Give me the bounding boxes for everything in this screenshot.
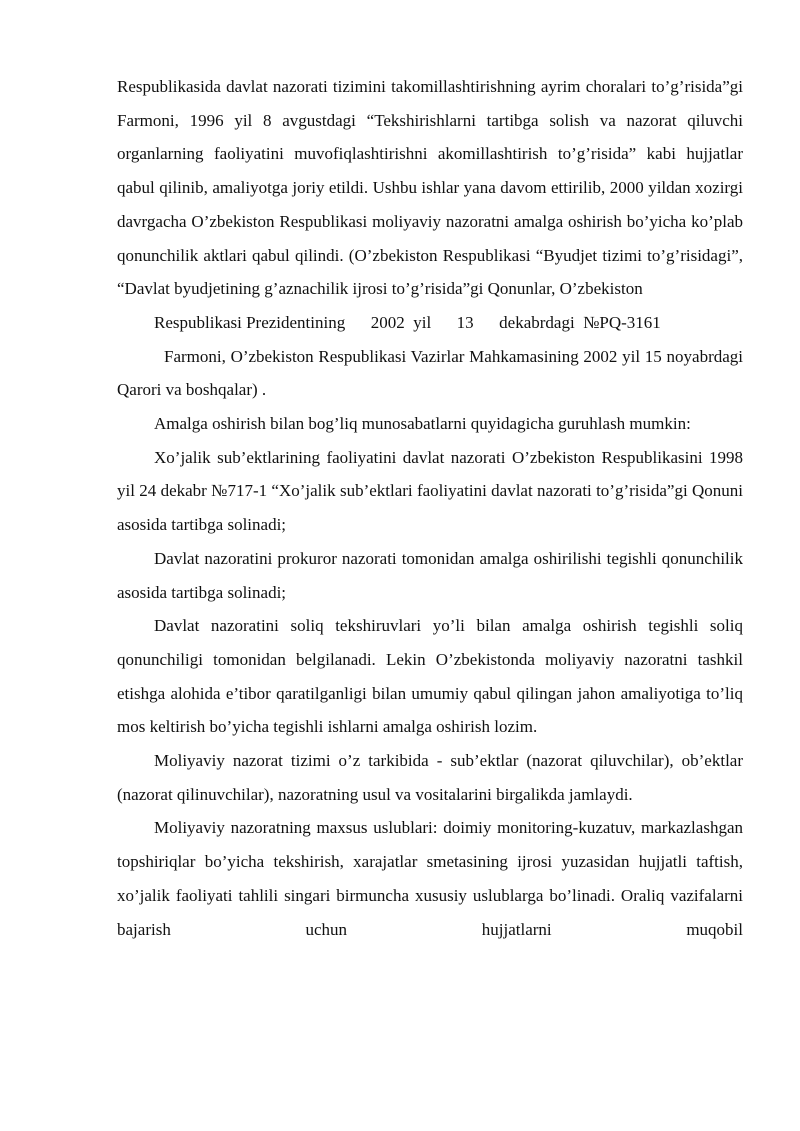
paragraph-3: Farmoni, O’zbekiston Respublikasi Vazirlar Mahkamasining 2002 yil 15 noyabrdagi Qarori va boshqalar) . [117, 346, 743, 400]
paragraph-8: Moliyaviy nazorat tizimi o’z tarkibida - sub’ektlar (nazorat qiluvchilar), ob’ektlar (nazorat qilinuvchilar), nazoratning usul va vositalarini birgalikda jamlaydi. [117, 751, 743, 804]
paragraph-2: Respublikasi Prezidentining 2002 yil 13 dekabrdagi №PQ-3161 [154, 312, 661, 332]
paragraph-6: Davlat nazoratini prokuror nazorati tomonidan amalga oshirilishi tegishli qonunchilik asosida tartibga solinadi; [117, 548, 743, 602]
paragraph-5: Xo’jalik sub’ektlarining faoliyatini davlat nazorati O’zbekiston Respublikasini 1998 yil 24 dekabr №717-1 “Xo’jalik sub’ektlari faoliyatini davlat nazorati to’g’risida”gi Qonuni asosida tartibga solinadi; [117, 447, 743, 535]
paragraph-4: Amalga oshirish bilan bog’liq munosabatlarni quyidagicha guruhlash mumkin: [154, 414, 691, 434]
paragraph-7: Davlat nazoratini soliq tekshiruvlari yo’li bilan amalga oshirish tegishli soliq qonunchiligi tomonidan belgilanadi. Lekin O’zbekistonda moliyaviy nazoratni tashkil etishga alohida e’tibor qaratilganligi bilan umumiy qabul qilingan jahon amaliyotiga to’liq mos keltirish bo’yicha tegishli ishlarni amalga oshirish lozim. [117, 616, 743, 737]
paragraph-9: Moliyaviy nazoratning maxsus uslublari: doimiy monitoring-kuzatuv, markazlashgan topshiriqlar bo’yicha tekshirish, xarajatlar smetasining ijrosi yuzasidan hujjatli taftish, xo’jalik faoliyati tahlili singari birmuncha xususiy uslublarga bo’linadi. Oraliq vazifalarni bajarish uchun hujjatlarni muqobil [117, 818, 743, 939]
paragraph-1: Respublikasida davlat nazorati tizimini takomillashtirishning ayrim choralari to’g’risida”gi Farmoni, 1996 yil 8 avgustdagi “Tekshirishlarni tartibga solish va nazorat qiluvchi organlarning faoliyatini muvofiqlashtirishni akomillashtirish to’g’risida” kabi hujjatlar qabul qilinib, amaliyotga joriy etildi. Ushbu ishlar yana davom ettirilib, 2000 yildan xozirgi davrgacha O’zbekiston Respublikasi moliyaviy nazoratni amalga oshirish bo’yicha ko’plab qonunchilik aktlari qabul qilindi. (O’zbekiston Respublikasi “Byudjet tizimi to’g’risidagi”, “Davlat byudjetining g’aznachilik ijrosi to’g’risida”gi Qonunlar, O’zbekiston [117, 77, 743, 299]
